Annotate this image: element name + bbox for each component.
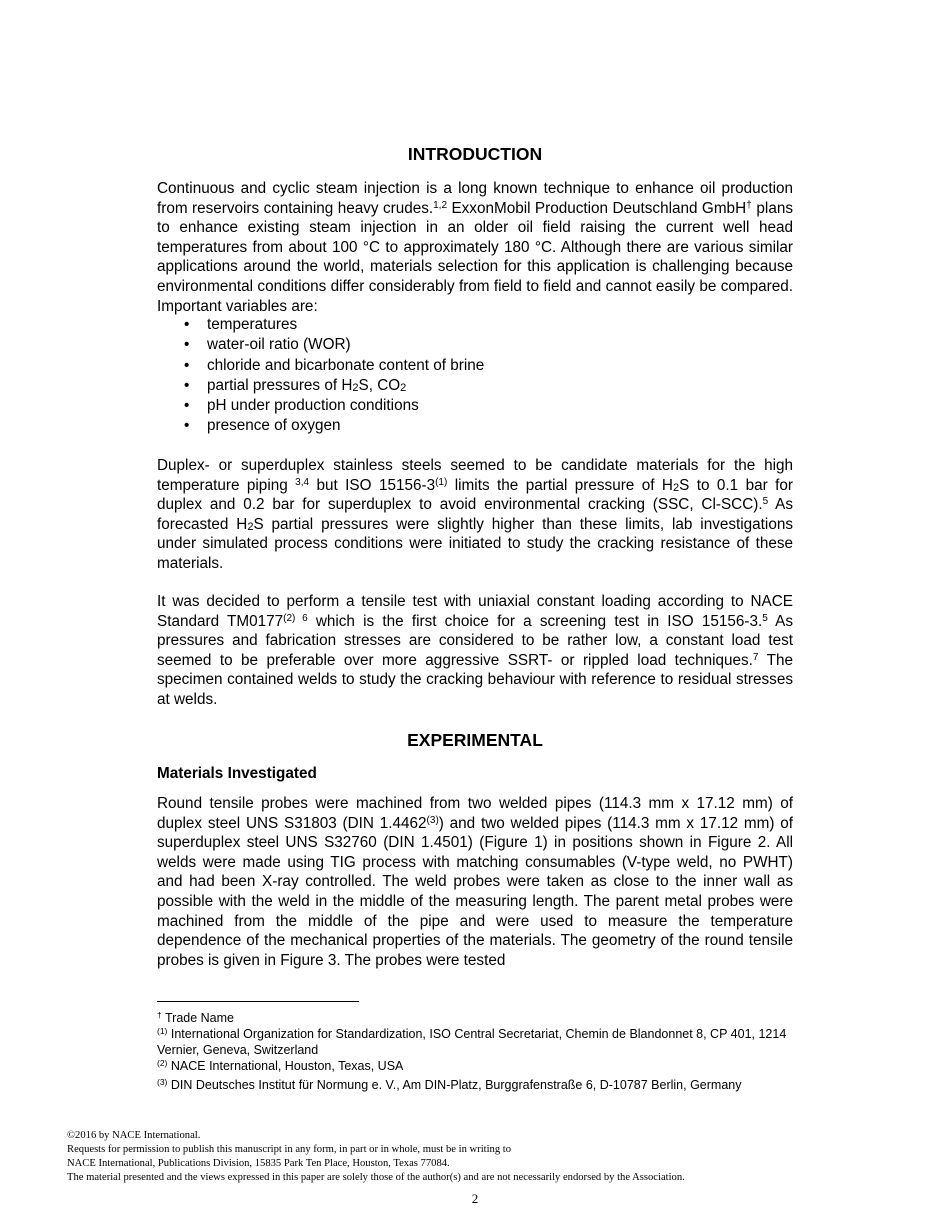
bullet-icon: •	[184, 397, 190, 415]
copyright-notice: ©2016 by NACE International. Requests for permission to publish this manuscript in any form, in part or in whole, must be in writing to NACE International, Publications Division, 15835 Park Ten Place, Houston, Texas 77084. The material presented and the views expressed in this paper are solely those of the author(s) and are not necessarily endorsed by the Association.	[67, 1130, 685, 1183]
footnote-1: $^{(1)}$ International Organization for Standardization, ISO Central Secretariat, Chemin de Blandonnet 8, CP 401, 1214 Vernier, Geneva, Switzerland	[157, 1026, 787, 1057]
citation: (2) 6	[283, 612, 308, 624]
experimental-paragraph-1: Round tensile probes were machined from two welded pipes (114.3 mm x 17.12 mm) of duplex steel UNS S31803 (DIN 1.4462$^{(3)}$) and two welded pipes (114.3 mm x 17.12 mm) of superduplex steel UNS S32760 (DIN 1.4501) (Figure 1) in positions shown in Figure 2. All welds were made using TIG process with matching consumables (V-type weld, no PWHT) and had been X-ray controlled. The weld probes were taken as close to the inner wall as possible with the weld in the middle of the measuring length. The parent metal probes were machined from the middle of the pipe and were used to measure the temperature dependence of the mechanical properties of the materials. The geometry of the round tensile probes is given in Figure 3. The probes were tested	[157, 795, 794, 969]
experimental-heading: EXPERIMENTAL	[407, 730, 543, 750]
citation: (1)	[435, 476, 448, 488]
intro-paragraph-2: Duplex- or superduplex stainless steels seemed to be candidate materials for the high temperature piping $^{3,4}$ but ISO 15156-3$^{(1)}$ limits the partial pressure of $H_2S$ to 0.1 bar for duplex and 0.2 bar for superduplex to avoid environmental cracking (SSC, Cl-SCC).$^5$ As forecasted $H_2S$ partial pressures were slightly higher than these limits, lab investigations under simulated process conditions were initiated to study the cracking resistance of these materials.	[157, 457, 793, 572]
footnote-3: $^{(3)}$ DIN Deutsches Institut für Normung e. V., Am DIN-Platz, Burggrafenstraße 6, D-10787 Berlin, Germany	[157, 1077, 742, 1092]
bullet-icon: •	[184, 417, 190, 435]
citation: 5	[762, 612, 768, 624]
footnote-separator	[157, 1001, 359, 1002]
intro-paragraph-3: It was decided to perform a tensile test with uniaxial constant loading according to NACE Standard $TM0177^{(2) 6}$ which is the first choice for a screening test in ISO 15156-3.$^5$ As pressures and fabrication stresses are considered to be rather low, a constant load test seemed to be preferable over more aggressive SSRT- or rippled load techniques.$^7$ The specimen contained welds to study the cracking behaviour with reference to residual stresses at welds.	[157, 593, 794, 708]
intro-paragraph-1: Continuous and cyclic steam injection is a long known technique to enhance oil production from reservoirs containing heavy crudes.$^{1,2}$ ExxonMobil Production Deutschland GmbH† plans to enhance existing steam injection in an older oil field raising the current well head temperatures from about 100 °C to approximately 180 °C. Although there are various similar applications around the world, materials selection for this application is challenging because environmental conditions differ considerably from field to field and cannot easily be compared. Important variables are:	[157, 180, 793, 315]
bullet-icon: •	[184, 316, 190, 333]
list-item: • presence of oxygen	[184, 417, 341, 435]
citation: 3,4	[295, 476, 310, 488]
bullet-icon: •	[184, 356, 190, 374]
footnote-2: $^{(2)}$ NACE International, Houston, Texas, USA	[157, 1058, 404, 1073]
citation: (3)	[426, 814, 439, 826]
bullet-icon: •	[184, 376, 190, 394]
list-item: • water-oil ratio (WOR)	[184, 336, 351, 354]
page-number: 2	[471, 1191, 479, 1206]
citation: 7	[752, 651, 759, 663]
list-item: • partial pressures of $H_2S$, $CO_2$	[184, 376, 407, 394]
introduction-heading: INTRODUCTION	[407, 144, 543, 164]
list-item: • pH under production conditions	[184, 397, 419, 415]
citation: 1,2	[433, 199, 448, 211]
bullet-icon: •	[184, 336, 190, 354]
variables-list	[157, 315, 793, 437]
footnote-trade-name: † Trade Name	[157, 1010, 234, 1025]
dagger-mark: †	[746, 199, 753, 211]
citation: 5	[762, 496, 769, 508]
list-item: • temperatures	[184, 316, 298, 333]
list-item: • chloride and bicarbonate content of brine	[184, 356, 485, 374]
materials-subheading: Materials Investigated	[157, 765, 317, 782]
